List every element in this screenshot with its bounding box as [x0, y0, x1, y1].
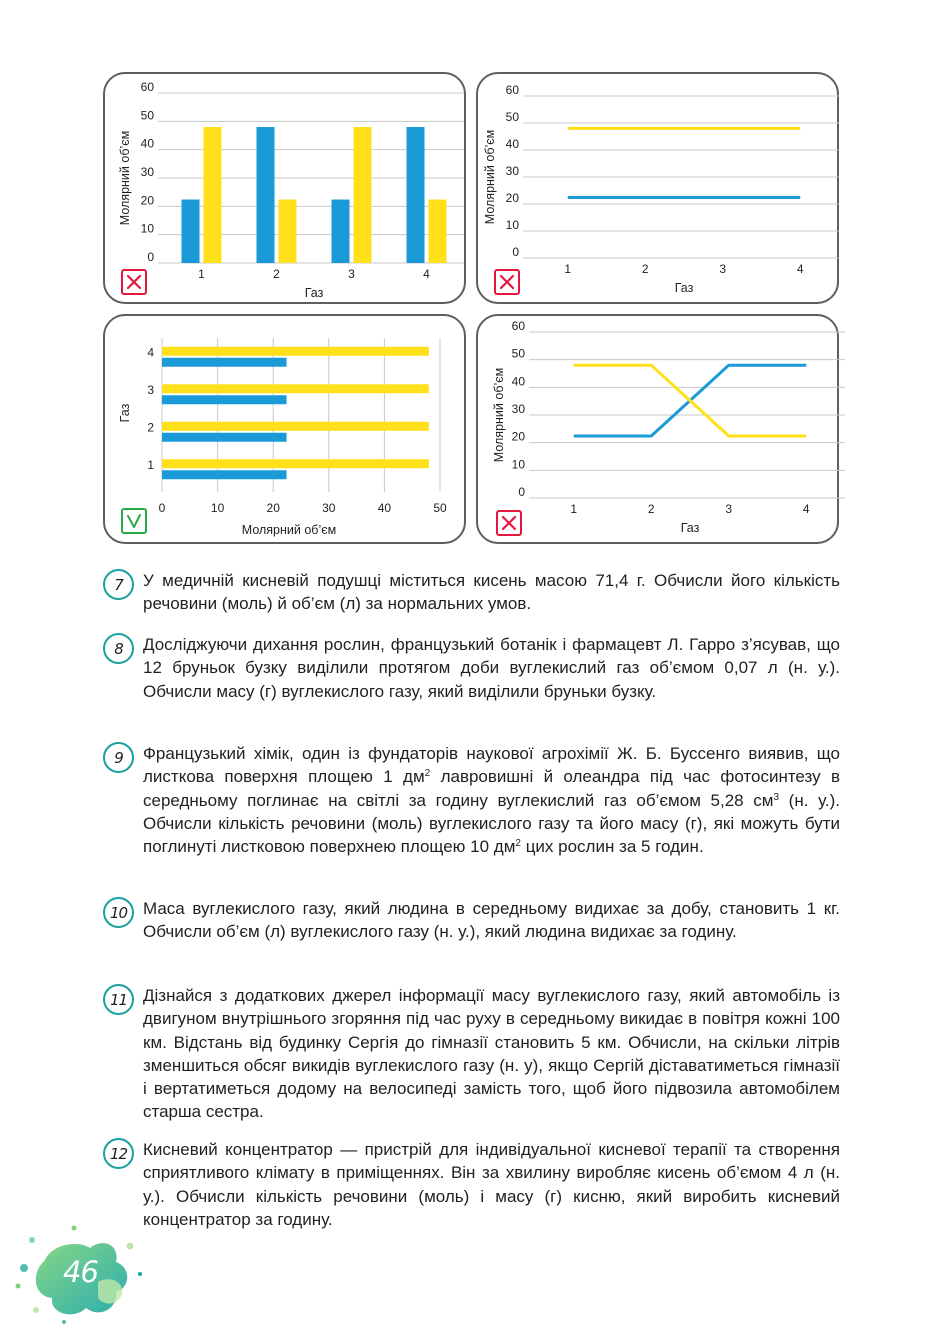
bar [162, 395, 287, 404]
x-tick-label: 4 [423, 267, 430, 281]
y-tick-label: 20 [511, 429, 525, 444]
bar [279, 200, 297, 263]
bar [257, 127, 275, 263]
y-tick-label: 60 [511, 319, 525, 333]
bar [429, 200, 447, 263]
y-tick-label: 50 [140, 108, 154, 123]
y-tick-label: 10 [511, 457, 525, 472]
verdict-wrong-badge [496, 510, 522, 536]
chart-panel-line-crossing [476, 314, 839, 544]
y-tick-label: 2 [147, 420, 154, 435]
y-tick-label: 40 [511, 374, 525, 389]
task-text: Французький хімік, один із фундаторів наукової агрохімії Ж. Б. Буссенго виявив, що листкова поверхня площею 1 $дм^2$ лавровишні й олеандра під час фотосинтезу в середньому поглинає на світлі за годину вуглекислий газ об’ємом 5,28 $см^3$ (н. у.). Обчисли кількість речовини (моль) вуглекислого газу та його масу (г), які можуть бути поглинуті листковою поверхнею площею 10 $дм^2$ цих рослин за 5 годин. [143, 744, 841, 857]
task-text: У медичній кисневій подушці міститься кисень масою 71,4 г. Обчисли його кількість речовини (моль) й об’єм (л) за нормальних умов. [143, 571, 840, 614]
task-number-badge: 12 [103, 1138, 134, 1169]
y-tick-label: 30 [511, 402, 525, 416]
chart-line-flat [478, 74, 841, 306]
bar [332, 200, 350, 263]
y-tick-label: 10 [505, 218, 519, 232]
task-number-badge: 8 [103, 633, 134, 664]
check-icon [123, 510, 145, 532]
x-tick-label: 30 [322, 501, 336, 515]
bar [162, 433, 287, 442]
task-text: Досліджуючи дихання рослин, французький ботанік і фармацевт Л. Гарро з’ясував, що 12 бруньок бузку виділили протягом доби вуглекислий газ об’ємом 0,07 л (н. у.). Обчисли масу (г) вуглекислого газу, який виділили бруньки бузку. [143, 635, 840, 701]
verdict-right-badge [121, 508, 147, 534]
x-tick-label: 1 [198, 267, 205, 281]
x-tick-label: 0 [158, 501, 166, 515]
x-tick-label: 1 [570, 502, 578, 516]
y-tick-label: 0 [518, 485, 525, 499]
y-tick-label: 50 [505, 110, 519, 124]
page-number: 46 [63, 1255, 98, 1289]
x-tick-label: 3 [348, 267, 355, 281]
x-tick-label: 4 [802, 502, 810, 516]
y-tick-label: 0 [147, 250, 154, 264]
chart-line-crossing [478, 316, 841, 546]
task-text: Маса вуглекислого газу, який людина в середньому видихає за добу, становить 1 кг. Обчисли об’єм (л) вуглекислого газу (н. у.), який людина видихає за годину. [143, 899, 840, 942]
task-number-badge: 7 [103, 569, 134, 600]
x-axis-title: Газ [304, 286, 324, 300]
x-tick-label: 3 [719, 262, 727, 276]
y-tick-label: 4 [147, 345, 154, 360]
chart-bar-vertical [105, 74, 468, 306]
cross-icon [498, 512, 520, 534]
chart-bar-horizontal [105, 316, 468, 546]
task-number-badge: 9 [103, 742, 134, 773]
y-axis-title: Газ [118, 403, 132, 423]
task-number-badge: 11 [103, 984, 134, 1015]
y-tick-label: 60 [140, 80, 154, 94]
y-axis-title: Молярний об’єм [492, 367, 506, 463]
x-tick-label: 2 [647, 502, 655, 516]
task-text: Дізнайся з додаткових джерел інформації масу вуглекислого газу, який автомобіль із двигуном внутрішнього згоряння під час руху в середньому викидає в повітря кожні 100 км. Відстань від будинку Сергія до гімназії становить 5 км. Обчисли, на скільки літрів зменшиться обсяг викидів вуглекислого газу (н. у), якщо Сергій діставатиметься гімназії і вертатиметься додому на велосипеді замість того, щоб його підвозила автомобілем старша сестра. [143, 986, 840, 1122]
y-tick-label: 0 [512, 245, 519, 259]
bar [162, 470, 287, 479]
y-axis-title: Молярний об’єм [118, 130, 132, 226]
bar [162, 358, 287, 367]
chart-panel-bar-vertical [103, 72, 466, 304]
y-tick-label: 60 [505, 83, 519, 97]
y-tick-label: 20 [140, 193, 154, 208]
chart-panel-line-flat [476, 72, 839, 304]
x-axis-title: Молярний об’єм [241, 523, 337, 537]
cross-icon [123, 271, 145, 293]
y-tick-label: 40 [140, 136, 154, 151]
y-tick-label: 20 [505, 191, 519, 205]
cross-icon [496, 271, 518, 293]
x-tick-label: 1 [564, 262, 572, 276]
bar [162, 459, 429, 468]
chart-panel-bar-horizontal [103, 314, 466, 544]
y-axis-title: Молярний об’єм [483, 129, 497, 225]
y-tick-label: 30 [140, 165, 154, 179]
task-text: Кисневий концентратор — пристрій для індивідуальної кисневої терапії та створення сприятливого клімату в приміщеннях. Він за хвилину виробляє кисень об’ємом 4 л (н. у.). Обчисли кількість речовини (моль) і масу (г) кисню, який виробить кисневий концентратор за годину. [143, 1140, 840, 1229]
bar [204, 127, 222, 263]
bar [182, 200, 200, 263]
bar [407, 127, 425, 263]
verdict-wrong-badge [121, 269, 147, 295]
x-tick-label: 20 [266, 501, 280, 515]
task-number-badge: 10 [103, 897, 134, 928]
x-axis-title: Газ [674, 281, 694, 295]
x-tick-label: 10 [210, 501, 225, 515]
x-tick-label: 2 [641, 262, 649, 276]
x-tick-label: 40 [377, 501, 392, 515]
x-tick-label: 3 [725, 502, 733, 516]
y-tick-label: 50 [511, 346, 525, 361]
y-tick-label: 10 [140, 221, 154, 236]
bar [354, 127, 372, 263]
bar [162, 347, 429, 356]
bar [162, 422, 429, 431]
bar [162, 384, 429, 393]
x-axis-title: Газ [680, 521, 700, 535]
x-tick-label: 2 [273, 267, 280, 281]
series-line [574, 365, 807, 436]
y-tick-label: 3 [147, 382, 154, 397]
x-tick-label: 50 [433, 501, 447, 515]
x-tick-label: 4 [796, 262, 804, 276]
y-tick-label: 30 [505, 164, 519, 178]
y-tick-label: 40 [505, 137, 519, 151]
verdict-wrong-badge [494, 269, 520, 295]
y-tick-label: 1 [147, 457, 154, 472]
